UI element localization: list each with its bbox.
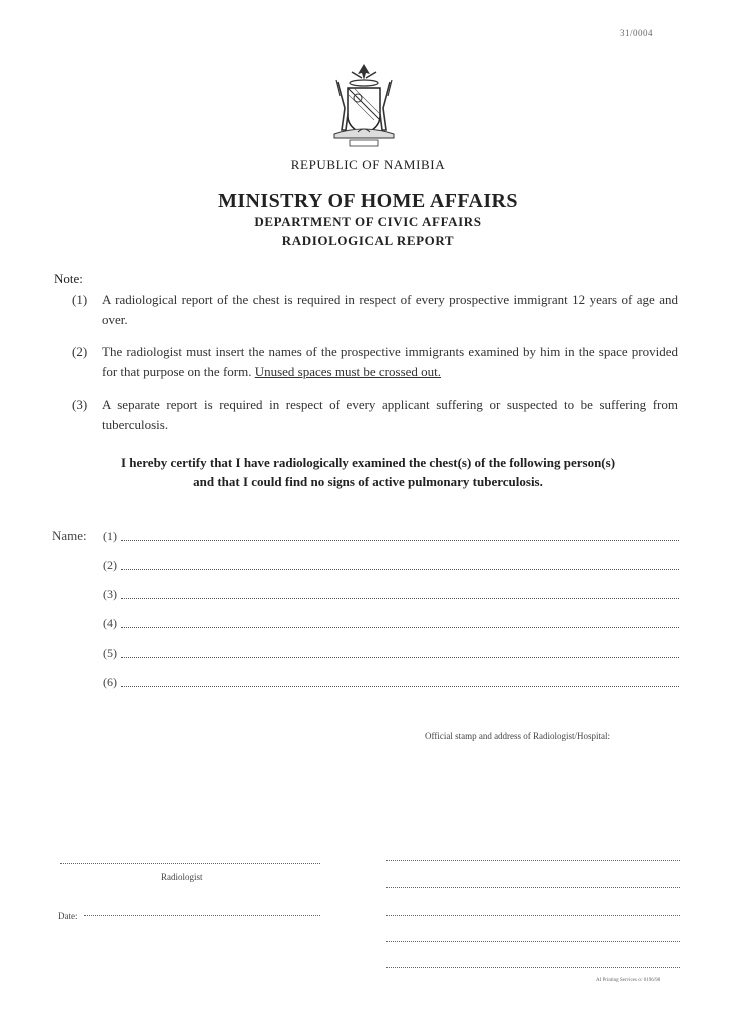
- name-number: (6): [103, 675, 117, 689]
- department-heading: DEPARTMENT OF CIVIC AFFAIRS: [254, 214, 482, 229]
- note-number: (1): [72, 292, 88, 307]
- stamp-address-line[interactable]: [386, 859, 680, 861]
- stamp-address-line[interactable]: [386, 914, 680, 916]
- note-text: A radiological report of the chest is required in respect of every prospective immigrant 12 years of age and over.: [102, 292, 678, 327]
- name-number: (4): [103, 616, 117, 630]
- coat-of-arms-icon: [318, 58, 410, 150]
- note-item: [72, 290, 678, 330]
- republic-heading: REPUBLIC OF NAMIBIA: [290, 157, 446, 172]
- stamp-label: Official stamp and address of Radiologist/Hospital:: [425, 731, 611, 741]
- note-label: Note:: [54, 271, 83, 286]
- certification-line: I hereby certify that I have radiologically examined the chest(s) of the following person(s): [120, 455, 616, 470]
- note-emphasis: Unused spaces must be crossed out.: [254, 364, 442, 379]
- radiologist-signature-line[interactable]: [60, 862, 320, 864]
- date-label: Date:: [58, 911, 78, 921]
- note-number: (3): [72, 397, 88, 412]
- name-field-5[interactable]: [103, 646, 679, 660]
- note-number: (2): [72, 344, 88, 359]
- name-number: (3): [103, 587, 117, 601]
- radiologist-label: Radiologist: [161, 872, 203, 882]
- name-field-2[interactable]: [103, 558, 679, 572]
- name-field-3[interactable]: [103, 587, 679, 601]
- date-line[interactable]: [84, 914, 320, 916]
- stamp-address-line[interactable]: [386, 886, 680, 888]
- name-number: (5): [103, 646, 117, 660]
- certification-line: and that I could find no signs of active pulmonary tuberculosis.: [193, 474, 543, 489]
- note-item: [72, 342, 678, 382]
- note-text: A separate report is required in respect of every applicant suffering or suspected to be suffering from tuberculosis.: [102, 397, 678, 432]
- name-field-4[interactable]: [103, 616, 679, 630]
- report-title: RADIOLOGICAL REPORT: [281, 233, 455, 248]
- form-number: 31/0004: [620, 28, 654, 38]
- stamp-address-line[interactable]: [386, 940, 680, 942]
- ministry-heading: MINISTRY OF HOME AFFAIRS: [218, 190, 518, 212]
- name-number: (2): [103, 558, 117, 572]
- note-item: [72, 395, 678, 435]
- name-label: Name:: [52, 528, 87, 543]
- note-text: The radiologist must insert the names of the prospective immigrants examined by him in the space provided for that purpose on the form.: [102, 344, 678, 379]
- stamp-address-line[interactable]: [386, 966, 680, 968]
- name-number: (1): [103, 529, 117, 543]
- printer-note: AI Printing Services cc 0196/98: [596, 978, 661, 983]
- name-field-6[interactable]: [103, 675, 679, 689]
- name-field-1[interactable]: [103, 529, 679, 543]
